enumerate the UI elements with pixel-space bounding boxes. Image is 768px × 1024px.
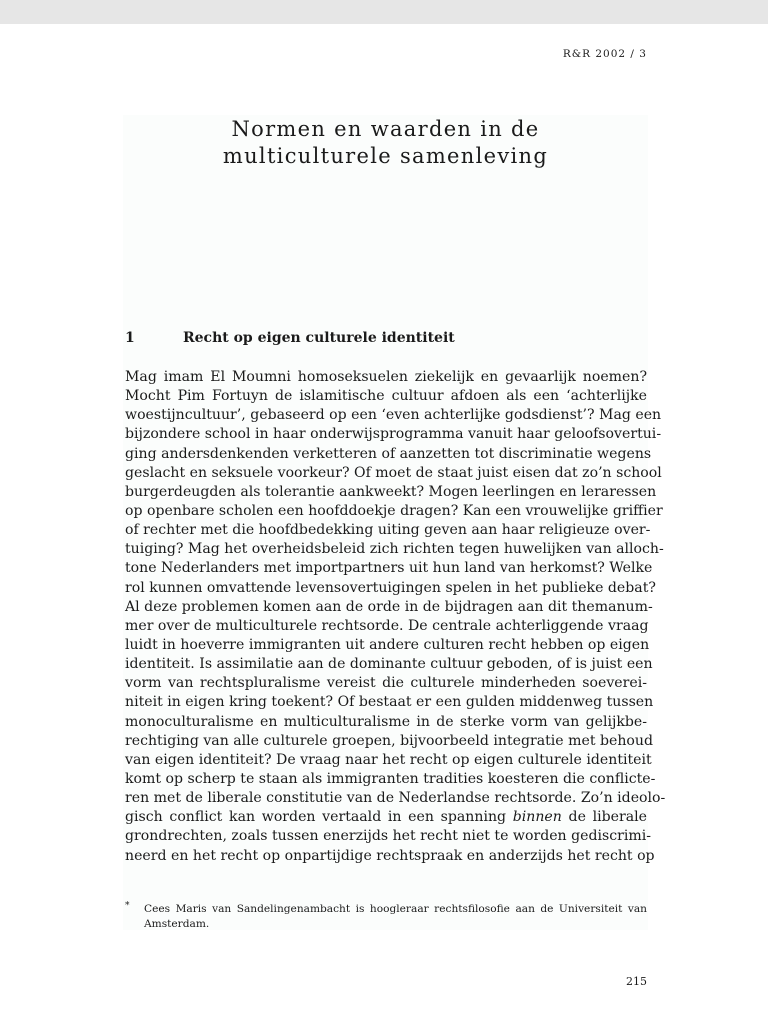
paragraph-line: woestijncultuur’, gebaseerd op een ‘even achterlijke godsdienst’? Mag een — [125, 407, 662, 424]
paragraph-line: komt op scherp te staan als immigranten tradities koesteren die conflicte- — [125, 770, 656, 787]
paragraph-line: ging andersdenkenden verketteren of aanzetten tot discriminatie wegens — [125, 445, 652, 462]
title-line: multiculturele samenleving — [222, 144, 549, 168]
paragraph-line: ren met de liberale constitutie van de Nederlandse rechtsorde. Zo’n ideolo- — [125, 790, 666, 807]
article-title — [123, 116, 648, 170]
paragraph-line: identiteit. Is assimilatie aan de dominante cultuur geboden, of is juist een — [125, 656, 653, 673]
paragraph-line: van eigen identiteit? De vraag naar het recht op eigen culturele identiteit — [125, 751, 652, 768]
paragraph-line: op openbare scholen een hoofddoekje dragen? Kan een vrouwelijke griffier — [125, 502, 663, 519]
paragraph-line: rechtiging van alle culturele groepen, bijvoorbeeld integratie met behoud — [125, 732, 653, 749]
footnote-marker: * — [125, 901, 130, 911]
paragraph-line: tone Nederlanders met importpartners uit hun land van herkomst? Welke — [125, 560, 653, 577]
paragraph-line: Mag imam El Moumni homoseksuelen ziekelijk en gevaarlijk noemen? — [125, 369, 647, 385]
paragraph-line: tuiging? Mag het overheidsbeleid zich richten tegen huwelijken van alloch- — [125, 541, 664, 558]
running-head: R&R 2002 / 3 — [562, 48, 647, 60]
viewer-top-bar — [0, 0, 768, 24]
paragraph-line: neerd en het recht op onpartijdige rechtspraak en anderzijds het recht op — [125, 847, 655, 864]
paragraph-line: geslacht en seksuele voorkeur? Of moet de staat juist eisen dat zo’n school — [125, 464, 662, 481]
page-number: 215 — [626, 975, 647, 988]
paragraph-line: vorm van rechtspluralisme vereist die culturele minderheden soeverei- — [125, 675, 647, 692]
body-paragraph — [125, 368, 666, 866]
paragraph-line: mer over de multiculturele rechtsorde. De centrale achterliggende vraag — [125, 617, 649, 634]
paragraph-line: rol kunnen omvattende levensovertuigingen spelen in het publieke debat? — [125, 579, 656, 596]
paragraph-line: niteit in eigen kring toekent? Of bestaat er een gulden middenweg tussen — [125, 694, 654, 711]
paragraph-line: of rechter met die hoofdbedekking uiting geven aan haar religieuze over- — [125, 522, 651, 539]
section-number: 1 — [125, 330, 135, 346]
footnote-text — [144, 902, 647, 932]
footnote — [125, 902, 647, 932]
paragraph-line: gisch conflict kan worden vertaald in een spanning binnen de liberale — [125, 809, 647, 826]
paragraph-line: luidt in hoeverre immigranten uit andere culturen recht hebben op eigen — [125, 636, 650, 653]
title-line: Normen en waarden in de — [231, 117, 540, 141]
paragraph-line: grondrechten, zoals tussen enerzijds het recht niet te worden gediscrimi- — [125, 828, 652, 845]
paragraph-line: burgerdeugden als tolerantie aankweekt? Mogen leerlingen en leraressen — [125, 483, 657, 500]
section-heading — [125, 330, 645, 346]
paragraph-line: monoculturalisme en multiculturalisme in de sterke vorm van gelijkbe- — [125, 713, 647, 730]
footnote-line: Cees Maris van Sandelingenambacht is hoogleraar rechtsfilosofie aan de Universiteit van — [144, 903, 647, 915]
footnote-line: Amsterdam. — [144, 918, 210, 930]
paragraph-line: Al deze problemen komen aan de orde in de bijdragen aan dit themanum- — [125, 598, 653, 615]
section-title: Recht op eigen culturele identiteit — [183, 330, 455, 346]
paragraph-line: bijzondere school in haar onderwijsprogramma vanuit haar geloofsovertui- — [125, 426, 662, 443]
paragraph-line: Mocht Pim Fortuyn de islamitische cultuur afdoen als een ‘achterlijke — [125, 388, 647, 405]
